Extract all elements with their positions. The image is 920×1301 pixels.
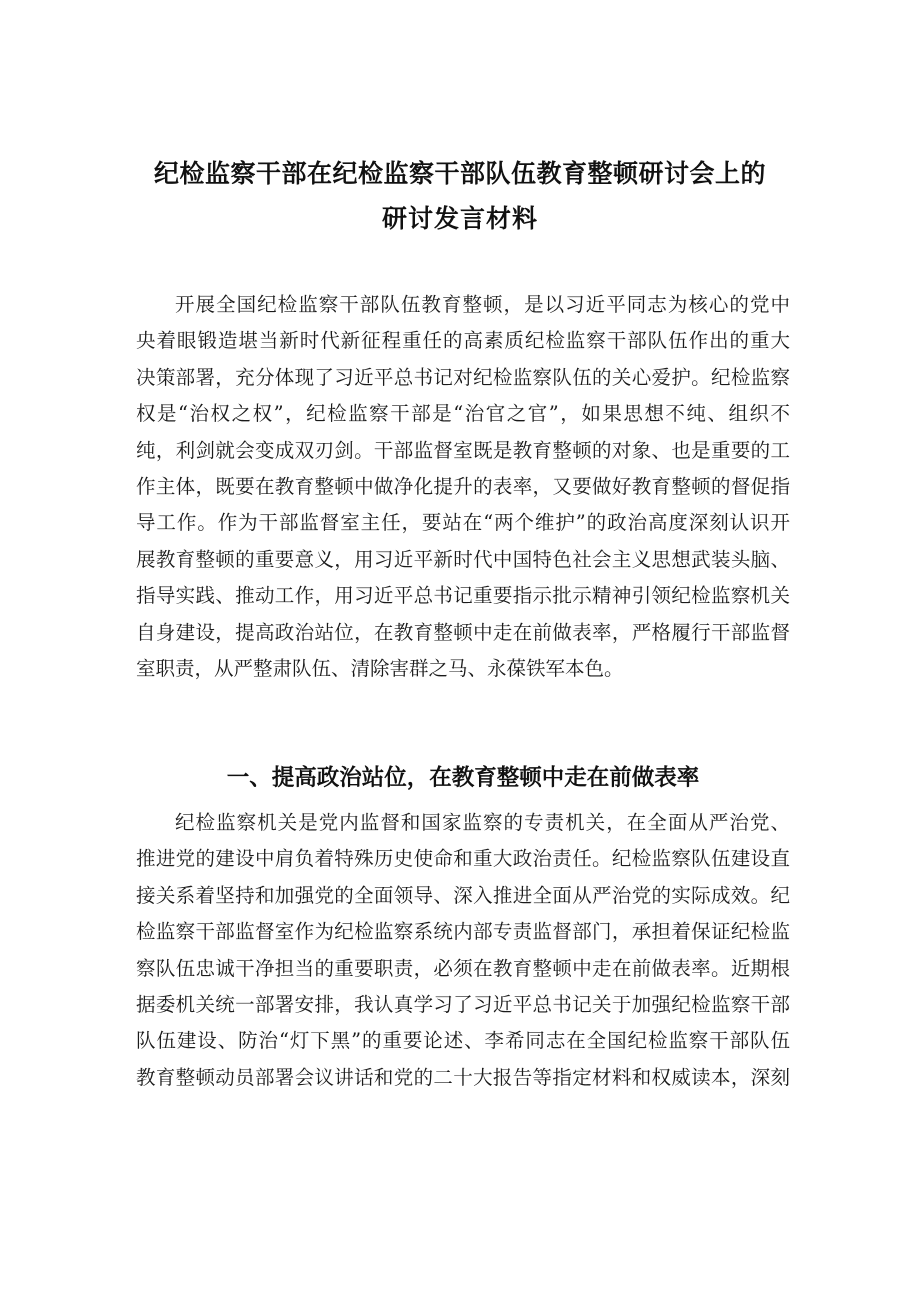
paragraph-line: 室职责，从严整肃队伍、清除害群之马、永葆铁军本色。 <box>136 656 624 680</box>
paragraph-line: 指导实践、推动工作，用习近平总书记重要指示批示精神引领纪检监察机关 <box>136 584 790 608</box>
document-title-line1: 纪检监察干部在纪检监察干部队伍教育整顿研讨会上的 <box>153 159 766 188</box>
paragraph-line: 接关系着坚持和加强党的全面领导、深入推进全面从严治党的实际成效。纪 <box>136 883 790 907</box>
paragraph-line: 纯，利剑就会变成双刃剑。干部监督室既是教育整顿的对象、也是重要的工 <box>136 438 790 462</box>
paragraph-line: 纪检监察机关是党内监督和国家监察的专责机关，在全面从严治党、 <box>175 811 790 834</box>
paragraph-section-1 <box>136 805 790 1096</box>
paragraph-line: 央着眼锻造堪当新时代新征程重任的高素质纪检监察干部队伍作出的重大 <box>136 329 790 353</box>
paragraph-line: 权是“治权之权”，纪检监察干部是“治官之官”，如果思想不纯、组织不 <box>136 402 790 426</box>
paragraph-line: 察队伍忠诚干净担当的重要职责，必须在教育整顿中走在前做表率。近期根 <box>136 956 790 980</box>
paragraph-line: 决策部署，充分体现了习近平总书记对纪检监察队伍的关心爱护。纪检监察 <box>136 365 790 389</box>
document-title-line2: 研讨发言材料 <box>381 204 538 233</box>
paragraph-intro <box>136 287 790 687</box>
paragraph-line: 作主体，既要在教育整顿中做净化提升的表率，又要做好教育整顿的督促指 <box>136 474 790 498</box>
paragraph-line: 开展全国纪检监察干部队伍教育整顿，是以习近平同志为核心的党中 <box>175 293 790 316</box>
paragraph-line: 教育整顿动员部署会议讲话和党的二十大报告等指定材料和权威读本，深刻 <box>136 1065 790 1089</box>
section-heading-1: 一、提高政治站位，在教育整顿中走在前做表率 <box>226 765 700 791</box>
paragraph-line: 推进党的建设中肩负着特殊历史使命和重大政治责任。纪检监察队伍建设直 <box>136 847 790 871</box>
paragraph-line: 展教育整顿的重要意义，用习近平新时代中国特色社会主义思想武装头脑、 <box>136 547 790 571</box>
paragraph-line: 队伍建设、防治“灯下黑”的重要论述、李希同志在全国纪检监察干部队伍 <box>136 1029 790 1053</box>
paragraph-line: 自身建设，提高政治站位，在教育整顿中走在前做表率，严格履行干部监督 <box>136 620 790 644</box>
paragraph-line: 据委机关统一部署安排，我认真学习了习近平总书记关于加强纪检监察干部 <box>136 992 790 1016</box>
paragraph-line: 检监察干部监督室作为纪检监察系统内部专责监督部门，承担着保证纪检监 <box>136 920 790 944</box>
paragraph-line: 导工作。作为干部监督室主任，要站在“两个维护”的政治高度深刻认识开 <box>136 511 790 535</box>
